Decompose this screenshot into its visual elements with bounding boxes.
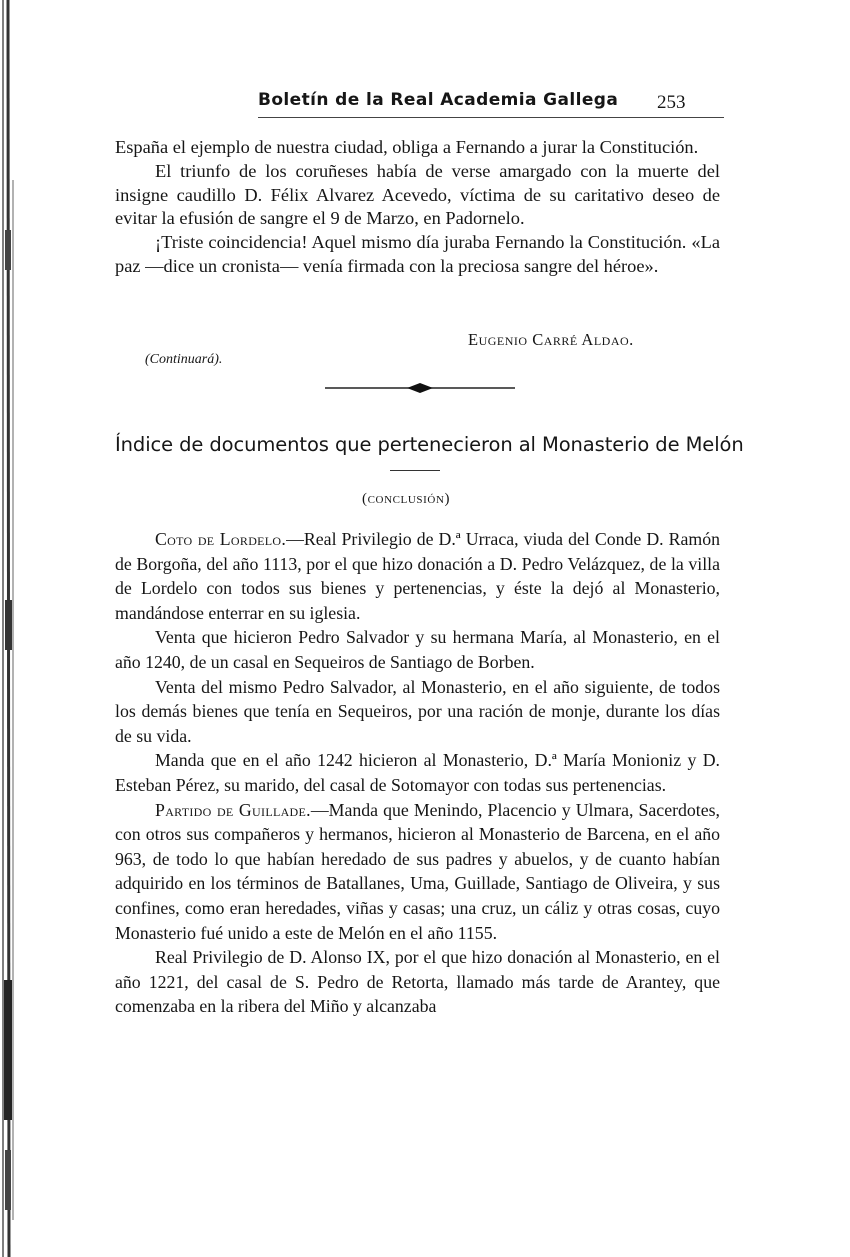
entry-text: Real Privilegio de D. Alonso IX, por el que hizo donación al Monasterio, en el año 1221, del casal de S. Pedro de Retorta, llamado más tarde de Arantey, que comenzaba en la ribera del Miño y alcanzaba	[115, 947, 720, 1017]
article-ending	[115, 136, 720, 279]
entry-text: Manda que en el año 1242 hicieron al Monasterio, D.ª María Monioniz y D. Esteban Pérez, su marido, del casal de Sotomayor con todas sus pertenencias.	[115, 750, 720, 795]
index-entry	[115, 625, 720, 674]
running-head: Boletín de la Real Academia Gallega	[258, 90, 619, 110]
header-rule	[258, 117, 724, 118]
index-entry	[115, 527, 720, 625]
title-rule	[390, 470, 440, 471]
ornamental-divider	[325, 381, 515, 395]
entry-text: Venta del mismo Pedro Salvador, al Monasterio, en el año siguiente, de todos los demás bienes que tenía en Sequeiros, por una ración de monje, durante los días de su vida.	[115, 676, 720, 746]
index-entry	[115, 945, 720, 1019]
document-index	[115, 527, 720, 1019]
index-entry	[115, 675, 720, 749]
section-title: Índice de documentos que pertenecieron al Monasterio de Melón	[115, 433, 744, 456]
index-entry	[115, 748, 720, 797]
author-signature: Eugenio Carré Aldao.	[468, 330, 634, 349]
entry-heading: Coto de Lordelo.	[155, 529, 287, 549]
entry-text: —Real Privilegio de D.ª Urraca, viuda del Conde D. Ramón de Borgoña, del año 1113, por el que hizo donación a D. Pedro Velázquez, de la villa de Lordelo con todos sus bienes y pertenencias, y éste la dejó al Monasterio, mandándose enterrar en su iglesia.	[115, 529, 720, 623]
paragraph: El triunfo de los coruñeses había de verse amargado con la muerte del insigne caudillo D. Félix Alvarez Acevedo, víctima de su caritativo deseo de evitar la efusión de sangre el 9 de Marzo, en Padornelo.	[115, 160, 720, 229]
page-number: 253	[657, 92, 686, 113]
entry-heading: Partido de Guillade.	[155, 799, 311, 820]
entry-text: —Manda que Menindo, Placencio y Ulmara, Sacerdotes, con otros sus compañeros y hermanos, hicieron al Monasterio de Barcena, en el año 963, de todo lo que habían heredado de sus padres y abuelos, y de cuanto habían adquirido en los términos de Batallanes, Uma, Guillade, Santiago de Oliveira, y sus confines, como eran heredades, viñas y casas; una cruz, un cáliz y otras cosas, cuyo Monasterio fué unido a este de Melón en el año 1155.	[115, 799, 720, 943]
continued-note: (Continuará).	[145, 352, 223, 367]
section-subtitle: (conclusión)	[362, 491, 451, 507]
paragraph: ¡Triste coincidencia! Aquel mismo día juraba Fernando la Constitución. «La paz —dice un cronista— venía firmada con la preciosa sangre del héroe».	[115, 232, 720, 276]
index-entry	[115, 798, 720, 946]
entry-text: Venta que hicieron Pedro Salvador y su hermana María, al Monasterio, en el año 1240, de un casal en Sequeiros de Santiago de Borben.	[115, 627, 720, 672]
paragraph: España el ejemplo de nuestra ciudad, obliga a Fernando a jurar la Constitución.	[115, 137, 699, 157]
